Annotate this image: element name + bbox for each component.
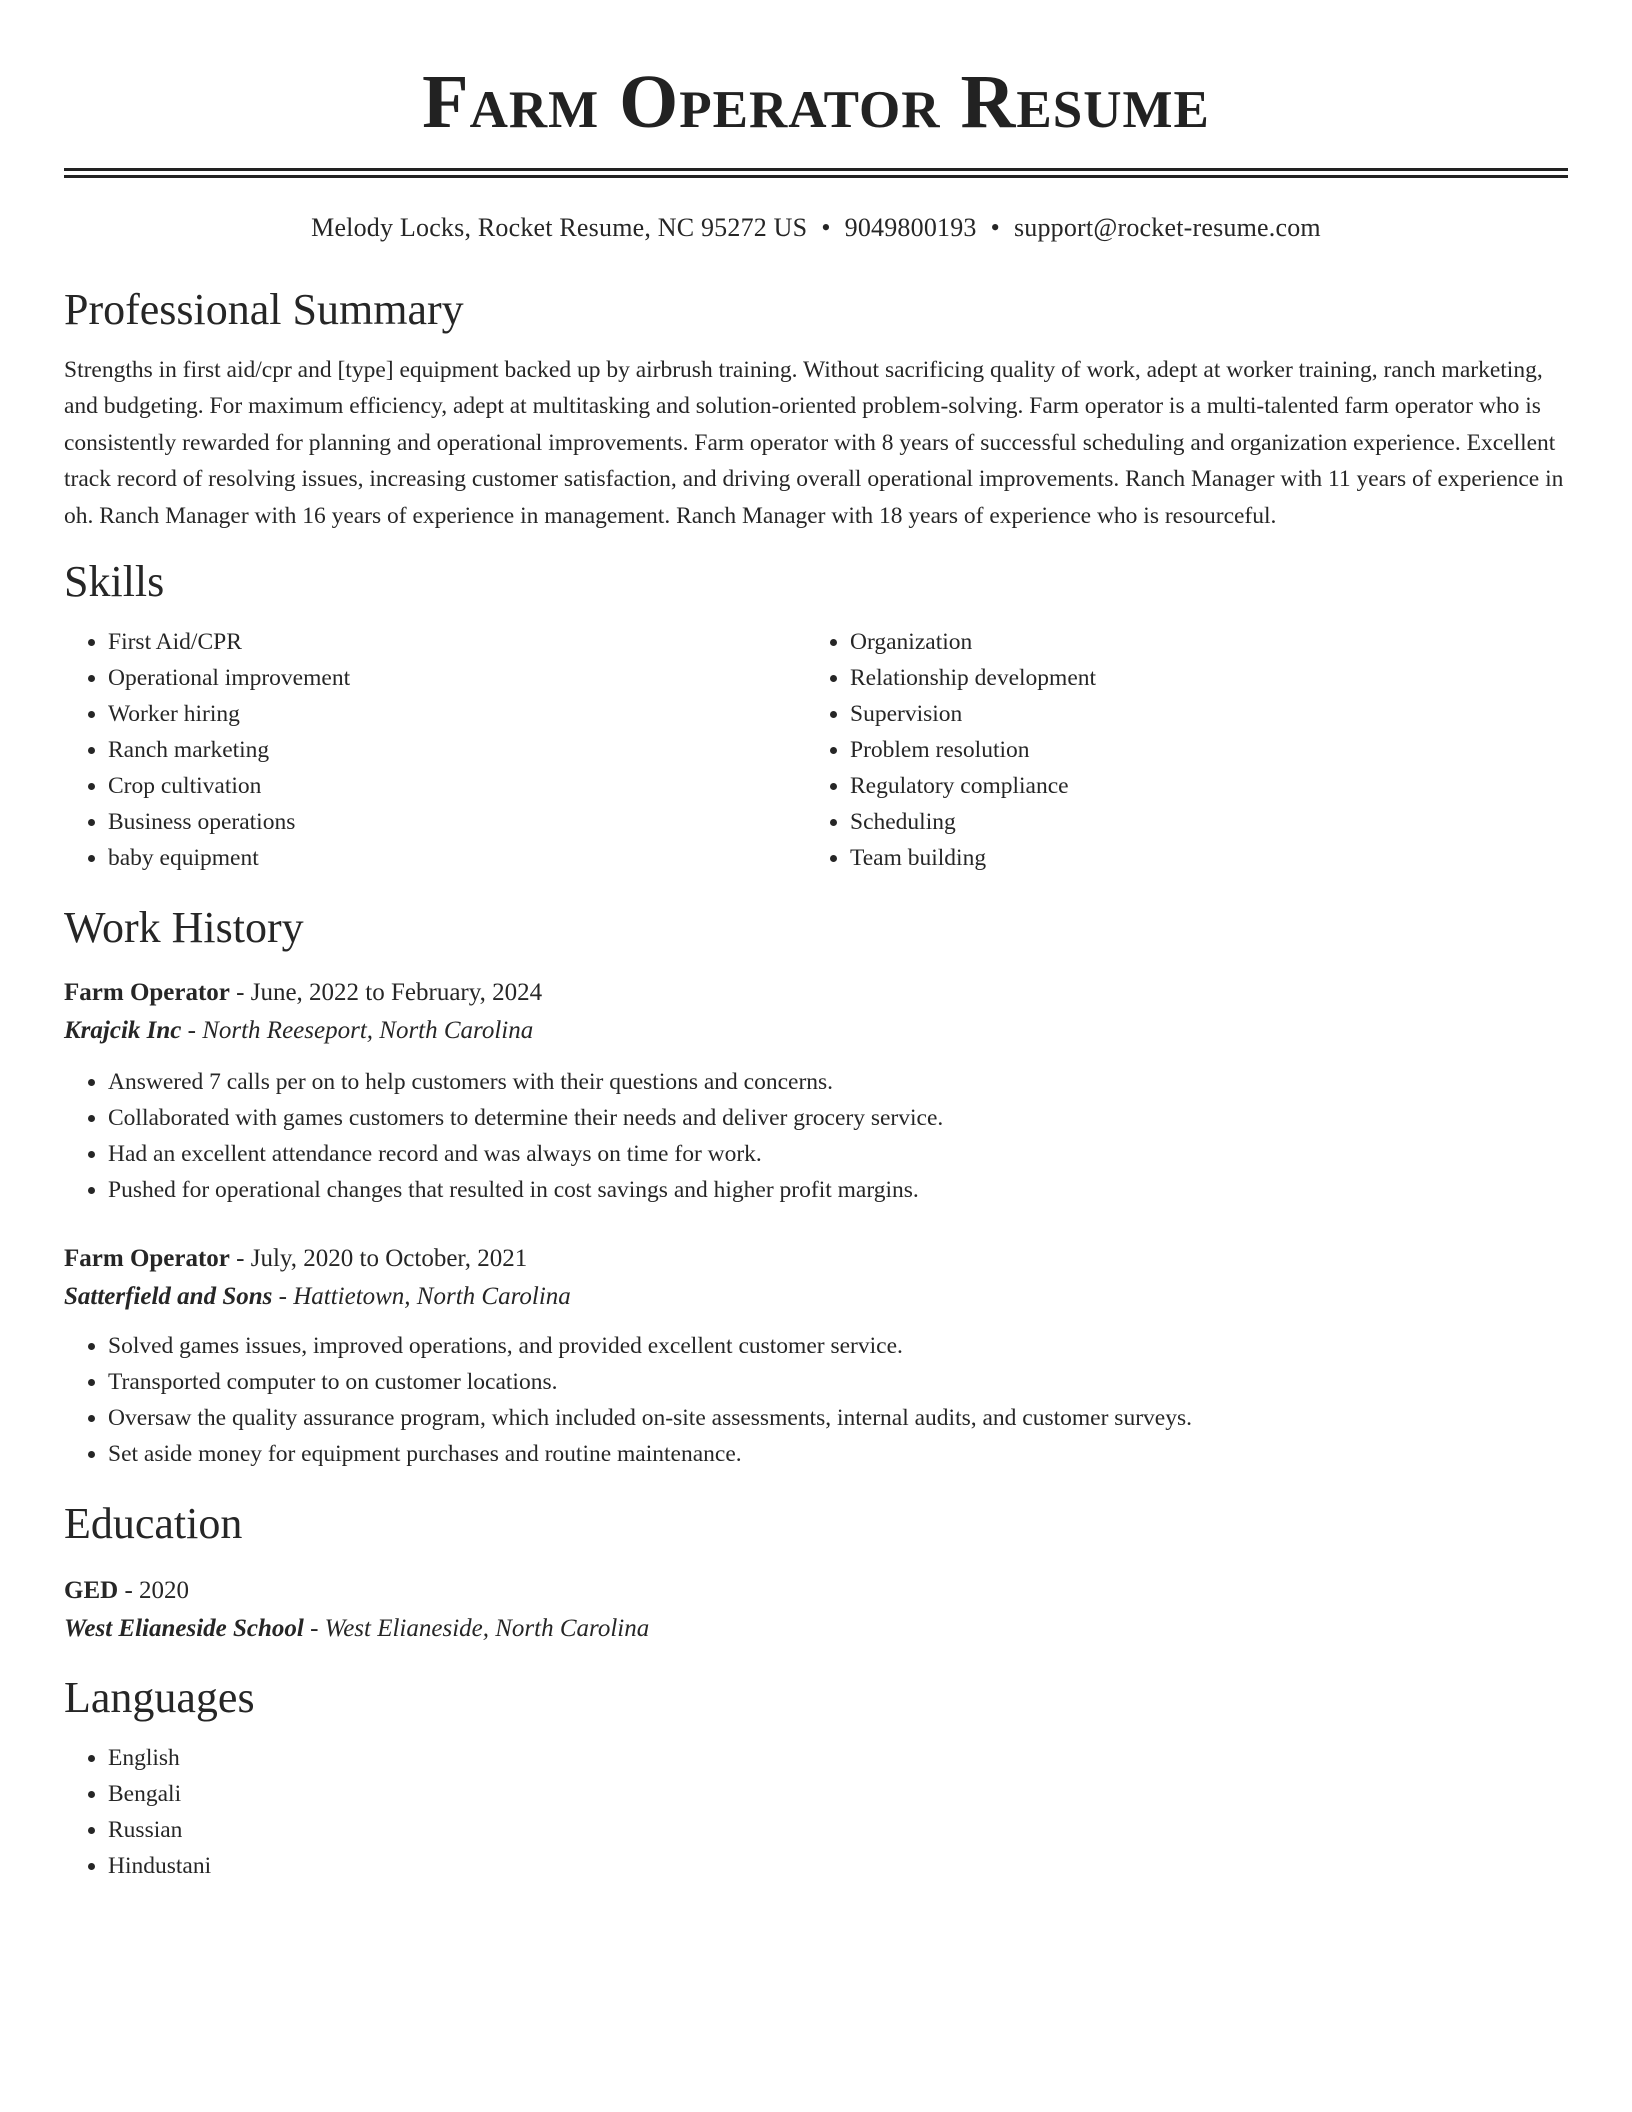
- degree-name: GED: [64, 1577, 119, 1605]
- job-title-line: [64, 1242, 1568, 1276]
- job-title: Farm Operator: [64, 979, 230, 1007]
- contact-separator: •: [821, 213, 831, 242]
- job-duty: • Oversaw the quality assurance program, which included on-site assessments, internal audits, and customer surveys.: [108, 1400, 1568, 1436]
- contact-separator: •: [990, 213, 1000, 242]
- job-dates: - July, 2020 to October, 2021: [229, 1245, 528, 1273]
- job-title-line: [64, 976, 1568, 1010]
- job-title: Farm Operator: [64, 1245, 230, 1273]
- skill-item: • baby equipment: [108, 840, 806, 876]
- language-item: • Russian: [108, 1812, 1568, 1848]
- skills-heading: Skills: [64, 557, 165, 607]
- contact-phone: 9049800193: [844, 213, 977, 242]
- company-name: Krajcik Inc: [64, 1017, 182, 1045]
- skill-item: • Relationship development: [850, 660, 1548, 696]
- school-name: West Elianeside School: [64, 1615, 304, 1643]
- skill-item: • Operational improvement: [108, 660, 806, 696]
- job-duty: • Set aside money for equipment purchases and routine maintenance.: [108, 1436, 1568, 1472]
- job-duties-list: [64, 1328, 1568, 1472]
- skill-item: • Regulatory compliance: [850, 768, 1548, 804]
- title-divider: [64, 168, 1568, 178]
- job-duty: • Had an excellent attendance record and was always on time for work.: [108, 1136, 1568, 1172]
- skills-list-right: [806, 624, 1548, 876]
- education-heading: Education: [64, 1499, 243, 1549]
- skill-item: • Ranch marketing: [108, 732, 806, 768]
- skills-list-left: [64, 624, 806, 876]
- language-item: • English: [108, 1740, 1568, 1776]
- company-location: - North Reeseport, North Carolina: [181, 1017, 534, 1045]
- skills-grid: [64, 624, 1568, 876]
- contact-email: support@rocket-resume.com: [1013, 213, 1321, 242]
- summary-heading: Professional Summary: [64, 285, 464, 334]
- skill-item: • Scheduling: [850, 804, 1548, 840]
- job-duty: • Answered 7 calls per on to help customers with their questions and concerns.: [108, 1064, 1568, 1100]
- degree-line: [64, 1574, 1568, 1608]
- company-name: Satterfield and Sons: [64, 1283, 273, 1311]
- company-line: [64, 1014, 1568, 1048]
- job-duty: • Collaborated with games customers to determine their needs and deliver grocery service.: [108, 1100, 1568, 1136]
- skill-item: • First Aid/CPR: [108, 624, 806, 660]
- summary-text: Strengths in first aid/cpr and [type] equipment backed up by airbrush training. Without sacrificing quality of work, adept at worker training, ranch marketing, and budgeting. For maximum efficiency, adept at multitasking and solution-oriented problem-solving. Farm operator is a multi-talented farm operator who is consistently rewarded for planning and operational improvements. Farm operator with 8 years of successful scheduling and organization experience. Excellent track record of resolving issues, increasing customer satisfaction, and driving overall operational improvements. Ranch Manager with 11 years of experience in oh. Ranch Manager with 16 years of experience in management. Ranch Manager with 18 years of experience who is resourceful.: [64, 357, 1564, 529]
- education-entry: [64, 1574, 1568, 1646]
- job-dates: - June, 2022 to February, 2024: [229, 979, 543, 1007]
- job-entry: [64, 976, 1568, 1208]
- page-title: Farm Operator Resume: [422, 60, 1210, 144]
- language-item: • Bengali: [108, 1776, 1568, 1812]
- school-location: - West Elianeside, North Carolina: [303, 1615, 650, 1643]
- languages-list: [64, 1740, 1568, 1884]
- contact-line: [64, 212, 1568, 244]
- languages-heading: Languages: [64, 1673, 255, 1723]
- job-duty: • Pushed for operational changes that resulted in cost savings and higher profit margins.: [108, 1172, 1568, 1208]
- language-item: • Hindustani: [108, 1848, 1568, 1884]
- company-location: - Hattietown, North Carolina: [272, 1283, 571, 1311]
- skill-item: • Organization: [850, 624, 1548, 660]
- company-line: [64, 1280, 1568, 1314]
- job-duty: • Transported computer to on customer locations.: [108, 1364, 1568, 1400]
- school-line: [64, 1612, 1568, 1646]
- contact-address: Melody Locks, Rocket Resume, NC 95272 US: [311, 213, 808, 242]
- skill-item: • Business operations: [108, 804, 806, 840]
- job-duties-list: [64, 1064, 1568, 1208]
- skill-item: • Supervision: [850, 696, 1548, 732]
- degree-year: - 2020: [118, 1577, 190, 1605]
- skill-item: • Crop cultivation: [108, 768, 806, 804]
- skills-column-left: [64, 624, 806, 876]
- job-entry: [64, 1242, 1568, 1472]
- skills-column-right: [806, 624, 1548, 876]
- skill-item: • Problem resolution: [850, 732, 1548, 768]
- job-duty: • Solved games issues, improved operations, and provided excellent customer service.: [108, 1328, 1568, 1364]
- work-history-heading: Work History: [64, 903, 304, 953]
- skill-item: • Worker hiring: [108, 696, 806, 732]
- skill-item: • Team building: [850, 840, 1548, 876]
